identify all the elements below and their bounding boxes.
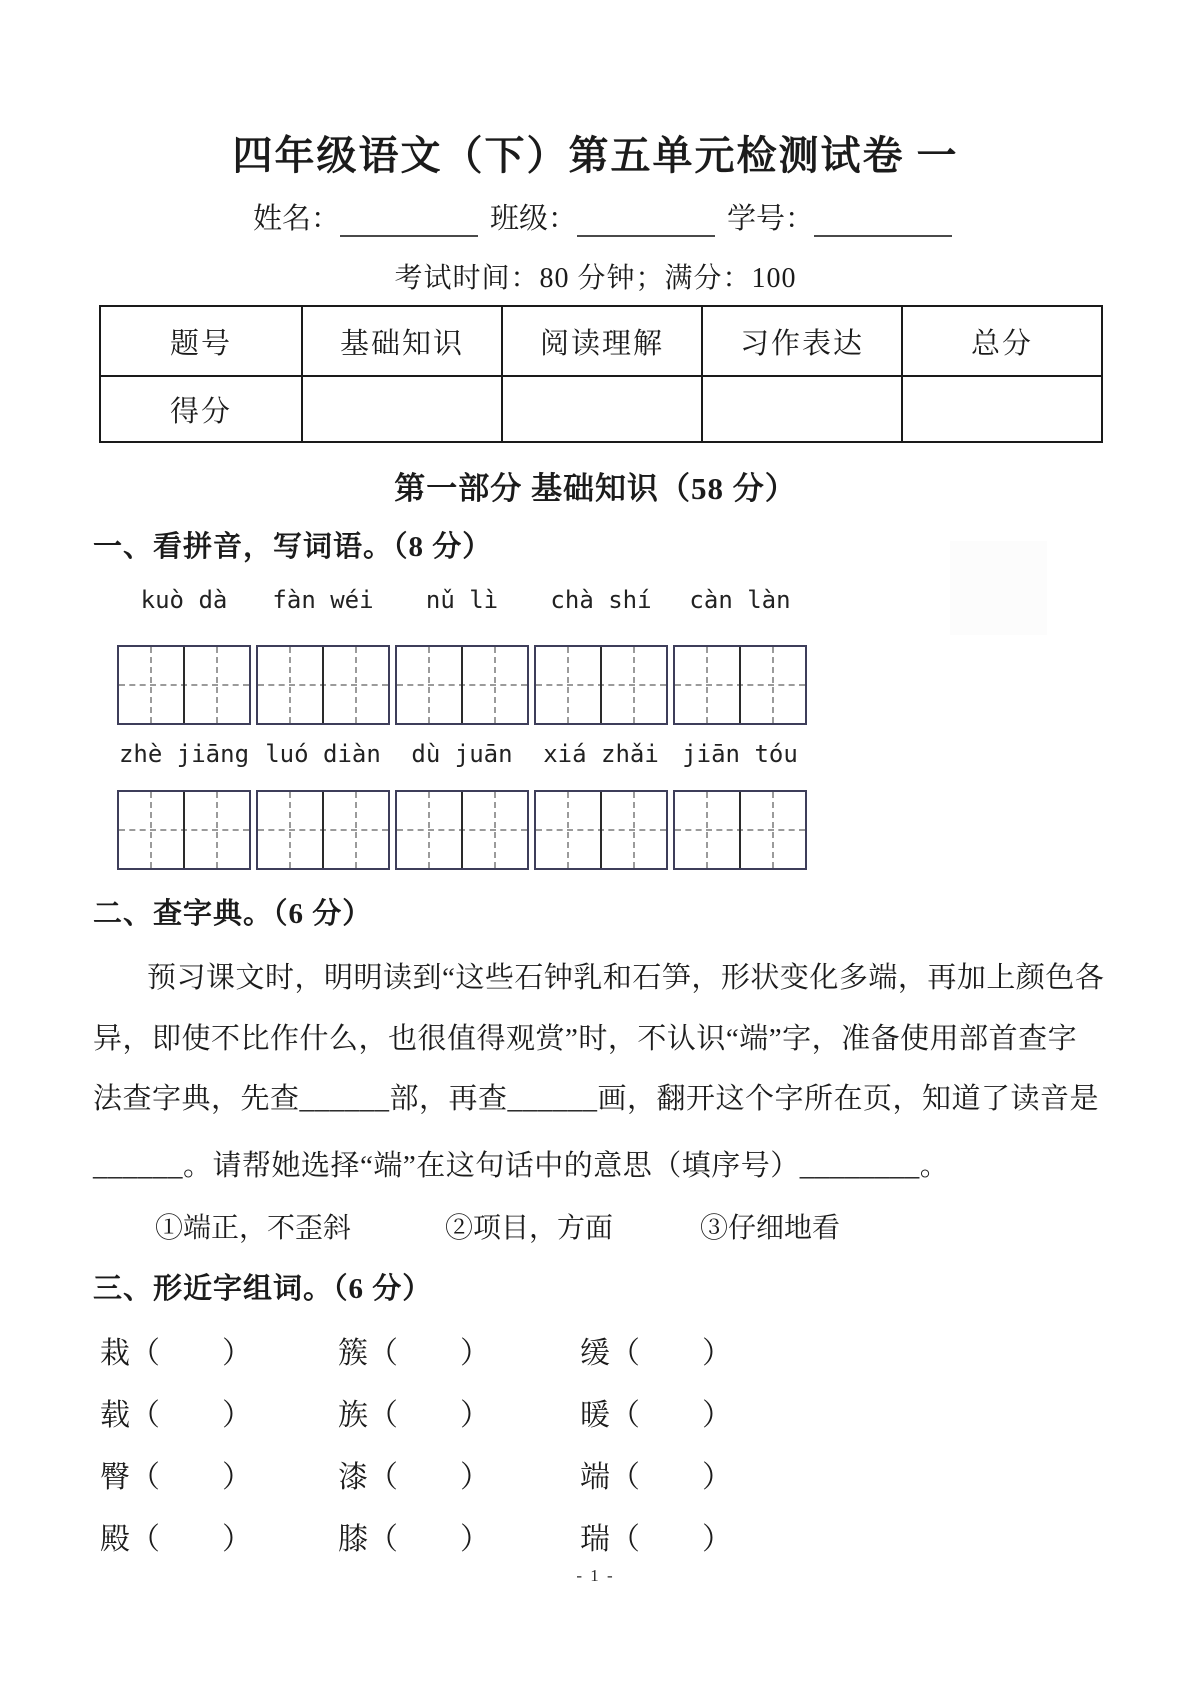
student-info-row xyxy=(253,196,964,237)
writing-cell xyxy=(463,792,527,868)
q3-cell xyxy=(100,1328,252,1372)
q2-paragraph-line: 异，即使不比作什么，也很值得观赏”时，不认识“端”字，准备使用部首查字 xyxy=(93,1023,1078,1055)
writing-cell xyxy=(675,792,741,868)
scan-artifact xyxy=(950,541,1047,635)
score-table-header-cell: 习作表达 xyxy=(701,307,901,375)
exam-info: 考试时间：80 分钟；满分：100 xyxy=(394,263,797,294)
q3-cell xyxy=(338,1452,490,1496)
writing-cell xyxy=(463,647,527,723)
student-name-blank xyxy=(340,209,478,237)
writing-cell xyxy=(536,792,602,868)
score-table-header-cell: 基础知识 xyxy=(301,307,501,375)
writing-cell-group xyxy=(256,645,390,725)
q3-close-paren: ） xyxy=(702,1523,732,1556)
writing-cell xyxy=(602,792,666,868)
q3-close-paren: ） xyxy=(702,1461,732,1494)
q2-paragraph-line: 法查字典，先查______部，再查______画，翻开这个字所在页，知道了读音是 xyxy=(93,1083,1100,1115)
q2-option-2: ②项目，方面 xyxy=(445,1213,614,1244)
writing-cell xyxy=(741,647,805,723)
score-table-header-cell: 题号 xyxy=(169,327,232,360)
q2-heading: 二、查字典。（6 分） xyxy=(93,898,373,930)
writing-cell xyxy=(675,647,741,723)
pinyin-word: fàn wéi xyxy=(272,586,374,614)
writing-cell xyxy=(741,792,805,868)
q2-paragraph-line: ______。请帮她选择“端”在这句话中的意思（填序号）________。 xyxy=(93,1150,950,1182)
q3-close-paren: ） xyxy=(460,1461,490,1494)
pinyin-word: chà shí xyxy=(550,586,652,614)
student-name-label: 姓名： xyxy=(253,203,341,235)
student-class-label: 班级： xyxy=(490,203,578,235)
pinyin-word: càn làn xyxy=(689,586,791,614)
q3-close-paren: ） xyxy=(702,1399,732,1432)
q3-char: 臀（ xyxy=(100,1461,160,1494)
writing-cell-group xyxy=(534,790,668,870)
q3-cell xyxy=(100,1390,252,1434)
page-title: 四年级语文（下）第五单元检测试卷 一 xyxy=(232,133,959,178)
writing-cell-group xyxy=(534,645,668,725)
q3-cell xyxy=(580,1390,732,1434)
writing-cell xyxy=(536,647,602,723)
writing-cell-group xyxy=(117,790,251,870)
q3-cell xyxy=(338,1328,490,1372)
q3-close-paren: ） xyxy=(460,1399,490,1432)
writing-cell xyxy=(397,647,463,723)
writing-cell xyxy=(185,792,249,868)
score-table-score-row xyxy=(101,375,1101,441)
q3-char: 漆（ xyxy=(338,1461,398,1494)
student-name-field xyxy=(253,196,478,237)
q3-close-paren: ） xyxy=(702,1337,732,1370)
writing-cell-group xyxy=(673,790,807,870)
writing-cell xyxy=(324,647,388,723)
q2-option-1: ①端正，不歪斜 xyxy=(155,1213,352,1244)
q3-char: 缓（ xyxy=(580,1337,640,1370)
q2-paragraph-line: 预习课文时，明明读到“这些石钟乳和石笋，形状变化多端，再加上颜色各 xyxy=(147,962,1105,994)
student-id-field xyxy=(727,196,952,237)
q3-close-paren: ） xyxy=(222,1399,252,1432)
page-number: - 1 - xyxy=(576,1566,615,1585)
q3-close-paren: ） xyxy=(222,1523,252,1556)
pinyin-word: xiá zhǎi xyxy=(543,740,659,768)
q3-close-paren: ） xyxy=(222,1461,252,1494)
student-id-label: 学号： xyxy=(727,203,815,235)
q3-cell xyxy=(338,1390,490,1434)
pinyin-word: dù juān xyxy=(411,740,513,768)
q3-char: 族（ xyxy=(338,1399,398,1432)
writing-cell xyxy=(258,792,324,868)
q1-heading: 一、看拼音，写词语。（8 分） xyxy=(93,531,493,563)
score-table xyxy=(99,305,1103,443)
q3-close-paren: ） xyxy=(460,1523,490,1556)
writing-cell xyxy=(397,792,463,868)
writing-cell xyxy=(119,647,185,723)
pinyin-word: luó diàn xyxy=(265,740,381,768)
score-row-label: 得分 xyxy=(101,375,301,441)
writing-cell-group xyxy=(256,790,390,870)
q3-char: 载（ xyxy=(100,1399,160,1432)
writing-cell xyxy=(324,792,388,868)
q3-cell xyxy=(338,1514,490,1558)
score-cell-empty xyxy=(701,375,901,441)
part1-heading: 第一部分 基础知识（58 分） xyxy=(394,471,797,506)
score-cell-empty xyxy=(901,375,1101,441)
student-id-blank xyxy=(814,209,952,237)
writing-cell-group xyxy=(117,645,251,725)
q3-char: 膝（ xyxy=(338,1523,398,1556)
score-table-header-cell: 总分 xyxy=(901,307,1101,375)
q3-char: 殿（ xyxy=(100,1523,160,1556)
student-class-blank xyxy=(577,209,715,237)
pinyin-word: nǔ lì xyxy=(425,586,499,614)
q3-char: 簇（ xyxy=(338,1337,398,1370)
q3-char: 暖（ xyxy=(580,1399,640,1432)
pinyin-row-2 xyxy=(117,740,807,768)
student-class-field xyxy=(490,196,715,237)
hanzi-writing-grid-1 xyxy=(117,645,807,725)
q3-cell xyxy=(100,1514,252,1558)
writing-cell xyxy=(119,792,185,868)
q3-char: 端（ xyxy=(580,1461,640,1494)
writing-cell xyxy=(258,647,324,723)
score-table-header-cell: 阅读理解 xyxy=(501,307,701,375)
writing-cell-group xyxy=(673,645,807,725)
score-table-header-row xyxy=(101,307,1101,375)
score-cell-empty xyxy=(501,375,701,441)
hanzi-writing-grid-2 xyxy=(117,790,807,870)
q3-close-paren: ） xyxy=(222,1337,252,1370)
pinyin-word: jiān tóu xyxy=(682,740,798,768)
q3-close-paren: ） xyxy=(460,1337,490,1370)
writing-cell-group xyxy=(395,790,529,870)
q2-option-3: ③仔细地看 xyxy=(700,1213,841,1244)
writing-cell xyxy=(185,647,249,723)
q3-char: 栽（ xyxy=(100,1337,160,1370)
q3-cell xyxy=(100,1452,252,1496)
q3-cell xyxy=(580,1452,732,1496)
pinyin-word: zhè jiāng xyxy=(118,740,250,768)
writing-cell xyxy=(602,647,666,723)
pinyin-row-1 xyxy=(117,586,807,614)
writing-cell-group xyxy=(395,645,529,725)
score-cell-empty xyxy=(301,375,501,441)
pinyin-word: kuò dà xyxy=(140,586,228,614)
q3-heading: 三、形近字组词。（6 分） xyxy=(93,1273,433,1305)
q3-cell xyxy=(580,1514,732,1558)
q3-char: 瑞（ xyxy=(580,1523,640,1556)
q3-cell xyxy=(580,1328,732,1372)
